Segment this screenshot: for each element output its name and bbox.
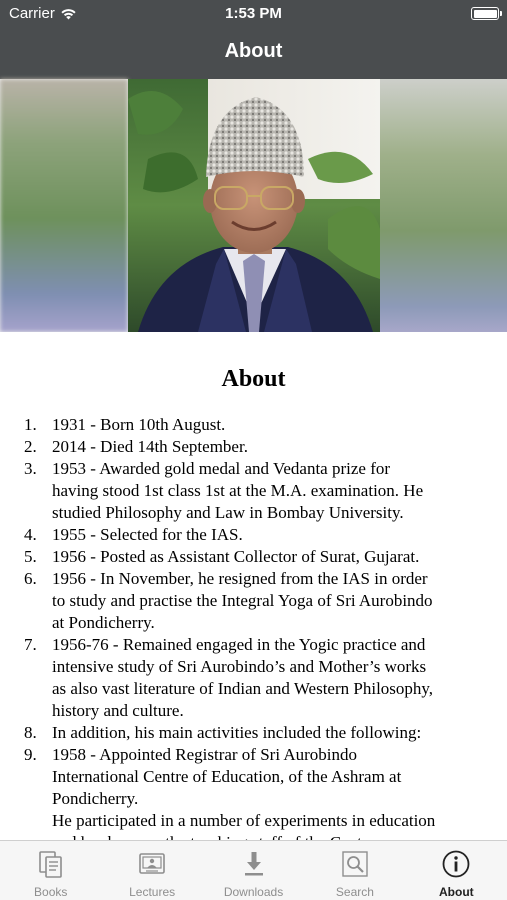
tab-lectures[interactable] (101, 841, 202, 900)
tab-about-label: About (439, 885, 474, 899)
info-icon (441, 849, 471, 879)
hero-blur-left (0, 79, 128, 332)
tab-about[interactable] (406, 841, 507, 900)
status-bar (0, 0, 507, 28)
list-item: 2. 2014 - Died 14th September. (24, 437, 248, 456)
search-icon (340, 849, 370, 879)
tab-books[interactable] (0, 841, 101, 900)
lectures-icon (137, 849, 167, 879)
content-heading: About (221, 366, 286, 392)
status-time: 1:53 PM (225, 5, 282, 22)
tab-search[interactable] (304, 841, 405, 900)
carrier-label: Carrier (9, 5, 55, 22)
list-item: 5. 1956 - Posted as Assistant Collector of Surat, Gujarat. (24, 547, 420, 566)
list-item: 9. 1958 - Appointed Registrar of Sri Aurobindo International Centre of Education, of the Ashram at Pondicherry. He participated in a number of experiments in education (24, 745, 436, 830)
list-item: 3. 1953 - Awarded gold medal and Vedanta prize for having stood 1st class 1st at the M.A. examination. He studied Philosophy and Law in Bombay University. (24, 459, 424, 522)
tab-lectures-label: Lectures (129, 885, 176, 899)
about-timeline-list (24, 414, 484, 854)
portrait-photo (128, 79, 380, 332)
list-item: 6. 1956 - In November, he resigned from the IAS in order to study and practise the Integral Yoga of Sri Aurobindo at Pondicherry. (24, 569, 433, 632)
list-item: 4. 1955 - Selected for the IAS. (24, 525, 243, 544)
page-title: About (224, 40, 283, 62)
tab-bar (0, 840, 507, 900)
battery-icon (471, 7, 499, 20)
tab-search-label: Search (335, 885, 374, 899)
downloads-icon (239, 849, 269, 879)
hero-image (0, 79, 507, 332)
books-icon (36, 849, 66, 879)
tab-downloads[interactable] (203, 841, 304, 900)
tab-downloads-label: Downloads (223, 885, 284, 899)
list-item: 8. In addition, his main activities included the following: (24, 723, 422, 742)
list-item: 7. 1956-76 - Remained engaged in the Yogic practice and intensive study of Sri Aurobindo’s and Mother’s works as also vast literature of Indian and Western Philosophy, history and culture. (24, 635, 434, 720)
list-item: 1. 1931 - Born 10th August. (24, 415, 226, 434)
navigation-bar (0, 28, 507, 79)
about-content (0, 332, 507, 840)
tab-books-label: Books (34, 885, 68, 899)
hero-blur-right (380, 79, 507, 332)
